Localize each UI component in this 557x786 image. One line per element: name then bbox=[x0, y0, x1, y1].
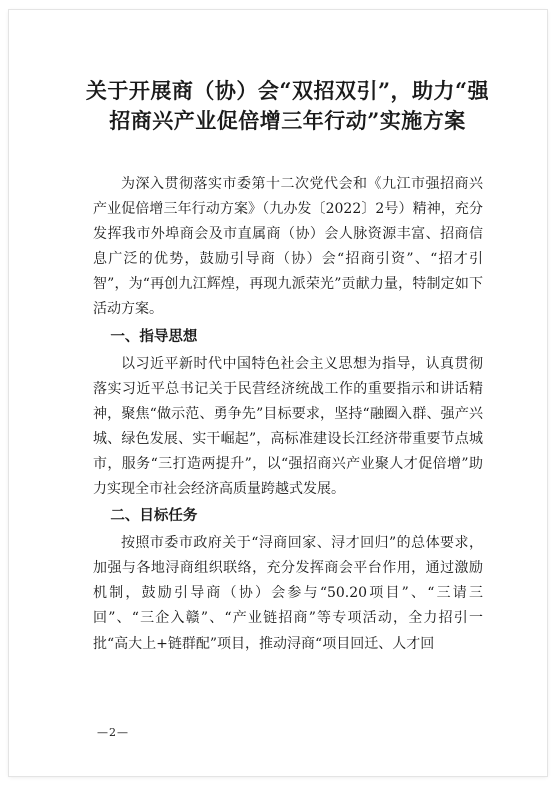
document-title-line-2: 招商兴产业促倍增三年行动”实施方案 bbox=[109, 108, 466, 133]
document-title bbox=[69, 76, 506, 136]
section-1-paragraph: 以习近平新时代中国特色社会主义思想为指导，认真贯彻落实习近平总书记关于民营经济统战工作的重要指示和讲话精神，聚焦“做示范、勇争先”目标要求，坚持“融圈入群、强产兴城、绿色发展、实干崛起”，高标准建设长江经济带重要节点城市，服务“三打造两提升”，以“强招商兴产业聚人才促倍增”助力实现全市社会经济高质量跨越式发展。 bbox=[93, 355, 483, 498]
page-number: —2— bbox=[97, 726, 129, 739]
section-2-heading: 二、目标任务 bbox=[110, 508, 198, 525]
document-page bbox=[9, 10, 547, 776]
document-body bbox=[93, 172, 483, 657]
section-1-heading: 一、指导思想 bbox=[110, 328, 198, 345]
document-title-line-1: 关于开展商（协）会“双招双引”，助力“强 bbox=[85, 78, 490, 103]
section-2-paragraph: 按照市委市政府关于“浔商回家、浔才回归”的总体要求，加强与各地浔商组织联络，充分发挥商会平台作用，通过激励机制，鼓励引导商（协）会参与“50.20项目”、“三请三回”、“三企入赣”、“产业链招商”等专项活动，全力招引一批“高大上+链群配”项目，推动浔商“项目回迁、人才回 bbox=[93, 535, 483, 652]
intro-paragraph: 为深入贯彻落实市委第十二次党代会和《九江市强招商兴产业促倍增三年行动方案》（九办发〔2022〕2号）精神，充分发挥我市外埠商会及市直属商（协）会人脉资源丰富、招商信息广泛的优势，鼓励引导商（协）会“招商引资”、“招才引智”，为“再创九江辉煌，再现九派荣光”贡献力量，特制定如下活动方案。 bbox=[93, 176, 483, 318]
